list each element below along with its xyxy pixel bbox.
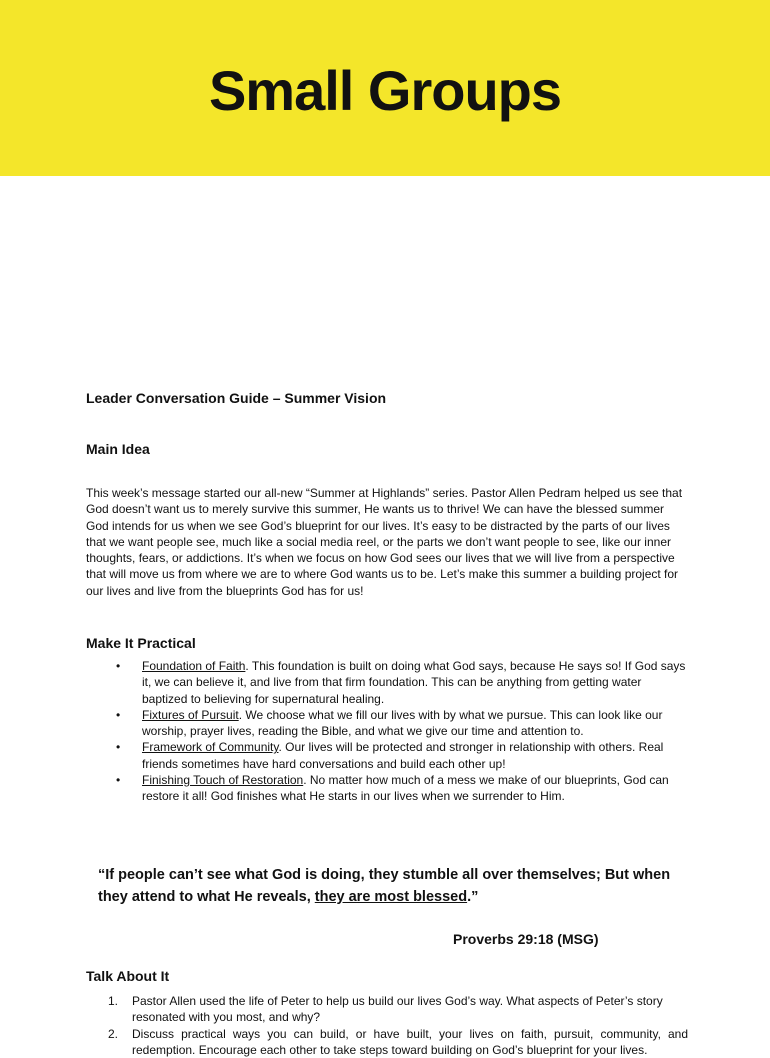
item-text: Pastor Allen used the life of Peter to help us build our lives God’s way. What aspects of Peter’s story resonated with you most, and why?: [132, 994, 663, 1025]
list-item: [116, 739, 688, 772]
talk-about-it-heading: Talk About It: [86, 968, 170, 984]
quote-text-end: .”: [467, 889, 479, 905]
item-text: . Our lives will be protected and stronger in relationship with others. Real friends sometimes have hard conversations and build each other up!: [142, 740, 664, 771]
list-item: [116, 772, 688, 805]
item-title: Framework of Community: [142, 740, 279, 755]
item-text: Discuss practical ways you can build, or have built, your lives on faith, pursuit, community, and redemption. Encourage each other to take steps toward building on God’s blueprint for your lives.: [132, 1026, 688, 1057]
title-banner: [0, 0, 770, 176]
make-it-practical-heading: Make It Practical: [86, 635, 196, 651]
item-text: . We choose what we fill our lives with by what we pursue. This can look like our worship, prayer lives, reading the Bible, and what we give our time and attention to.: [142, 707, 663, 739]
guide-subtitle: Leader Conversation Guide – Summer Vision: [86, 390, 387, 406]
item-text: . No matter how much of a mess we make of our blueprints, God can restore it all! God finishes what He starts in our lives when we surrender to Him.: [142, 773, 669, 804]
quote-text-start: “If people can’t see what God is doing, they stumble all over themselves; But when they attend to what He reveals,: [98, 867, 671, 905]
scripture-reference: Proverbs 29:18 (MSG): [453, 931, 599, 947]
list-item: [108, 993, 688, 1026]
item-title: Foundation of Faith: [142, 659, 246, 673]
item-text: . This foundation is built on doing what God says, because He says so! If God says it, we can believe it, and live from that firm foundation. This can be anything from getting water baptized to believing for supernatural healing.: [142, 659, 686, 706]
bullet-icon: •: [116, 707, 121, 722]
bullet-icon: •: [116, 773, 121, 788]
main-idea-heading: Main Idea: [86, 441, 150, 457]
list-item: [108, 1026, 688, 1058]
item-title: Fixtures of Pursuit: [142, 707, 239, 722]
practical-list: [116, 658, 688, 805]
item-number: 1.: [108, 994, 119, 1008]
page-title: Small Groups: [208, 59, 562, 122]
quote-underlined: they are most blessed: [314, 889, 468, 905]
item-title: Finishing Touch of Restoration: [142, 773, 304, 788]
list-item: [116, 658, 688, 707]
list-item: [116, 707, 688, 740]
bullet-icon: •: [116, 659, 121, 673]
discussion-list: [108, 993, 688, 1058]
bullet-icon: •: [116, 740, 121, 755]
item-number: 2.: [108, 1026, 119, 1041]
scripture-quote: [98, 864, 698, 908]
main-idea-paragraph: This week’s message started our all-new “Summer at Highlands” series. Pastor Allen Pedram helped us see that God doesn’t want us to merely survive this summer, He wants us to thrive! We can have the blessed summer God intends for us when we see God’s blueprint for our lives. It’s easy to be distracted by the parts of our lives that we want people see, much like a social media reel, or the parts we don’t want people to see, like our inner thoughts, fears, or addictions. It’s when we focus on how God sees our lives that we will live from a perspective that will move us from where we are to where God wants us to be. Let’s make this summer a building project for our lives and live from the blueprints God has for us!: [86, 486, 683, 598]
